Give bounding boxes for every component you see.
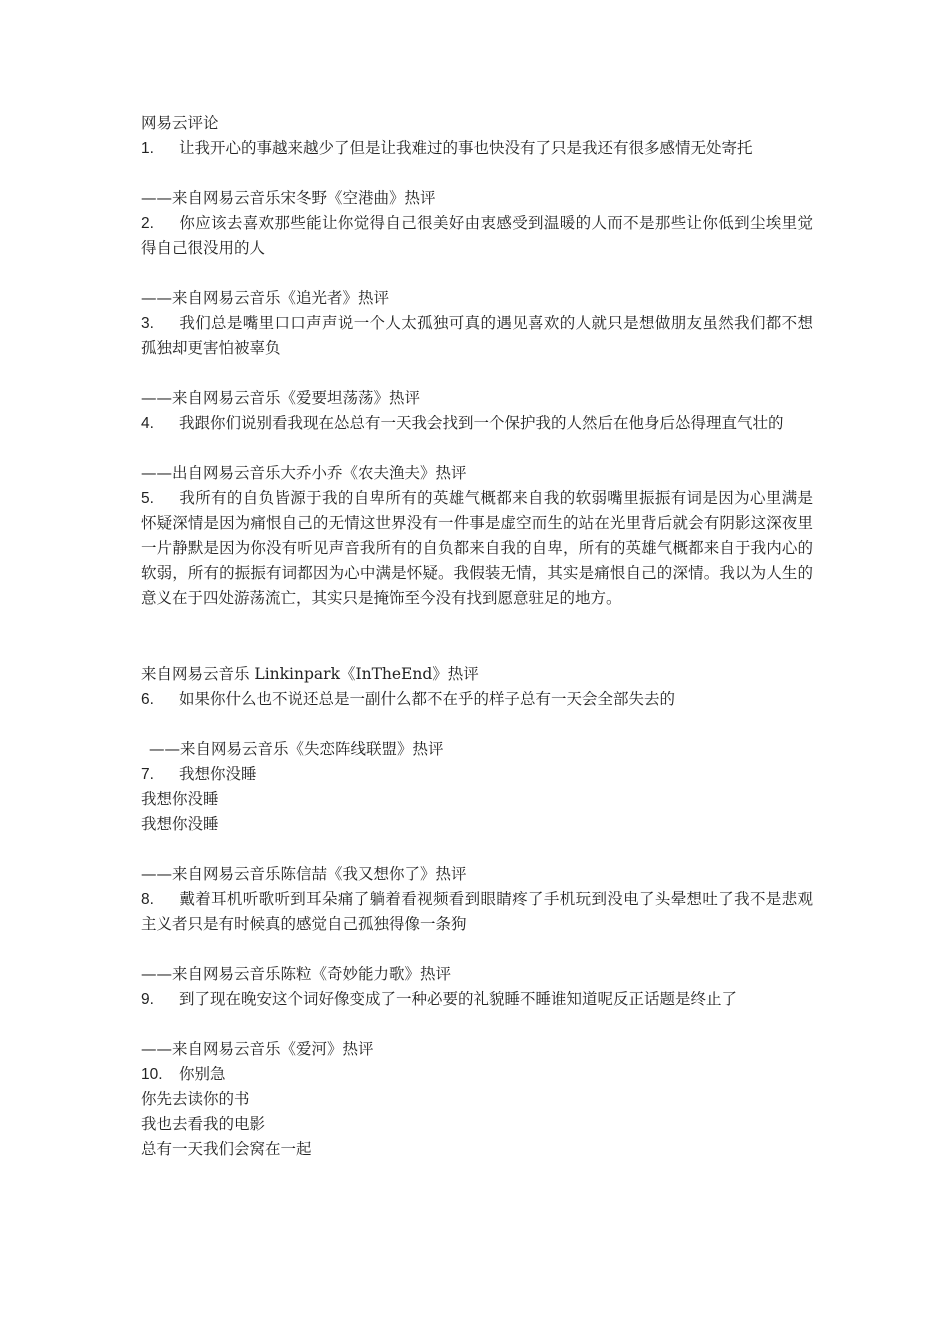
- comment-source: ——来自网易云音乐陈粒《奇妙能力歌》热评: [141, 965, 452, 983]
- item-number: 6.: [141, 691, 154, 708]
- comment-source: ——来自网易云音乐《追光者》热评: [141, 289, 390, 307]
- comment-text: 如果你什么也不说还总是一副什么都不在乎的样子总有一天会全部失去的: [179, 690, 676, 708]
- comment-item-1: [141, 136, 813, 161]
- comment-item-7: [141, 762, 813, 787]
- comment-text: 你别急: [179, 1065, 226, 1083]
- spacer: [141, 161, 813, 186]
- comment-text: 我们总是嘴里口口声声说一个人太孤独可真的遇见喜欢的人就只是想做朋友虽然我们都不想孤独却更害怕被辜负: [141, 314, 813, 357]
- comment-line: 总有一天我们会窝在一起: [141, 1140, 312, 1158]
- comment-text: 让我开心的事越来越少了但是让我难过的事也快没有了只是我还有很多感情无处寄托: [179, 139, 753, 157]
- comment-source: ——来自网易云音乐宋冬野《空港曲》热评: [141, 189, 436, 207]
- item-number: 1.: [141, 140, 154, 157]
- comment-line: 你先去读你的书: [141, 1090, 250, 1108]
- comment-text: 你应该去喜欢那些能让你觉得自己很美好由衷感受到温暖的人而不是那些让你低到尘埃里觉得自己很没用的人: [141, 214, 813, 257]
- item-number: 2.: [141, 215, 154, 232]
- comment-source: ——出自网易云音乐大乔小乔《农夫渔夫》热评: [141, 464, 467, 482]
- comment-item-2: [141, 211, 813, 261]
- comment-text: 到了现在晚安这个词好像变成了一种必要的礼貌睡不睡谁知道呢反正话题是终止了: [179, 990, 738, 1008]
- item-number: 10.: [141, 1066, 163, 1083]
- spacer: [141, 611, 813, 662]
- comment-line: 我想你没睡: [141, 790, 219, 808]
- comment-item-6: [141, 687, 813, 712]
- comment-source: ——来自网易云音乐《爱要坦荡荡》热评: [141, 389, 421, 407]
- item-number: 7.: [141, 766, 154, 783]
- spacer: [141, 937, 813, 962]
- spacer: [141, 712, 813, 737]
- comment-item-4: [141, 411, 813, 436]
- spacer: [141, 436, 813, 461]
- comment-source: ——来自网易云音乐陈信喆《我又想你了》热评: [141, 865, 467, 883]
- comment-text: 我所有的自负皆源于我的自卑所有的英雄气概都来自我的软弱嘴里振振有词是因为心里满是怀疑深情是因为痛恨自己的无情这世界没有一件事是虚空而生的站在光里背后就会有阴影这深夜里一片静默是因为你没有听见声音我所有的自负都来自我的自卑，所有的英雄气概都来自于我内心的软弱，所有的振振有词都因为心中满是怀疑。我假装无情，其实是痛恨自己的深情。我以为人生的意义在于四处游荡流亡，其实只是掩饰至今没有找到愿意驻足的地方。: [141, 489, 813, 607]
- item-number: 4.: [141, 415, 154, 432]
- comment-text: 我跟你们说别看我现在怂总有一天我会找到一个保护我的人然后在他身后怂得理直气壮的: [179, 414, 784, 432]
- item-number: 5.: [141, 490, 154, 507]
- comment-item-10: [141, 1062, 813, 1087]
- spacer: [141, 361, 813, 386]
- document-body: [141, 111, 813, 1162]
- comment-item-9: [141, 987, 813, 1012]
- item-number: 3.: [141, 315, 154, 332]
- comment-item-5: [141, 486, 813, 611]
- comment-source: ——来自网易云音乐《爱河》热评: [141, 1040, 374, 1058]
- comment-line: 我想你没睡: [141, 815, 219, 833]
- spacer: [141, 1012, 813, 1037]
- document-title: 网易云评论: [141, 114, 219, 132]
- spacer: [141, 261, 813, 286]
- comment-text: 我想你没睡: [179, 765, 257, 783]
- spacer: [141, 837, 813, 862]
- comment-item-3: [141, 311, 813, 361]
- item-number: 9.: [141, 991, 154, 1008]
- comment-text: 戴着耳机听歌听到耳朵痛了躺着看视频看到眼睛疼了手机玩到没电了头晕想吐了我不是悲观主义者只是有时候真的感觉自己孤独得像一条狗: [141, 890, 813, 933]
- comment-source: ——来自网易云音乐《失恋阵线联盟》热评: [149, 740, 444, 758]
- comment-item-8: [141, 887, 813, 937]
- item-number: 8.: [141, 891, 154, 908]
- comment-line: 我也去看我的电影: [141, 1115, 266, 1133]
- comment-source: 来自网易云音乐 Linkinpark《InTheEnd》热评: [141, 665, 479, 683]
